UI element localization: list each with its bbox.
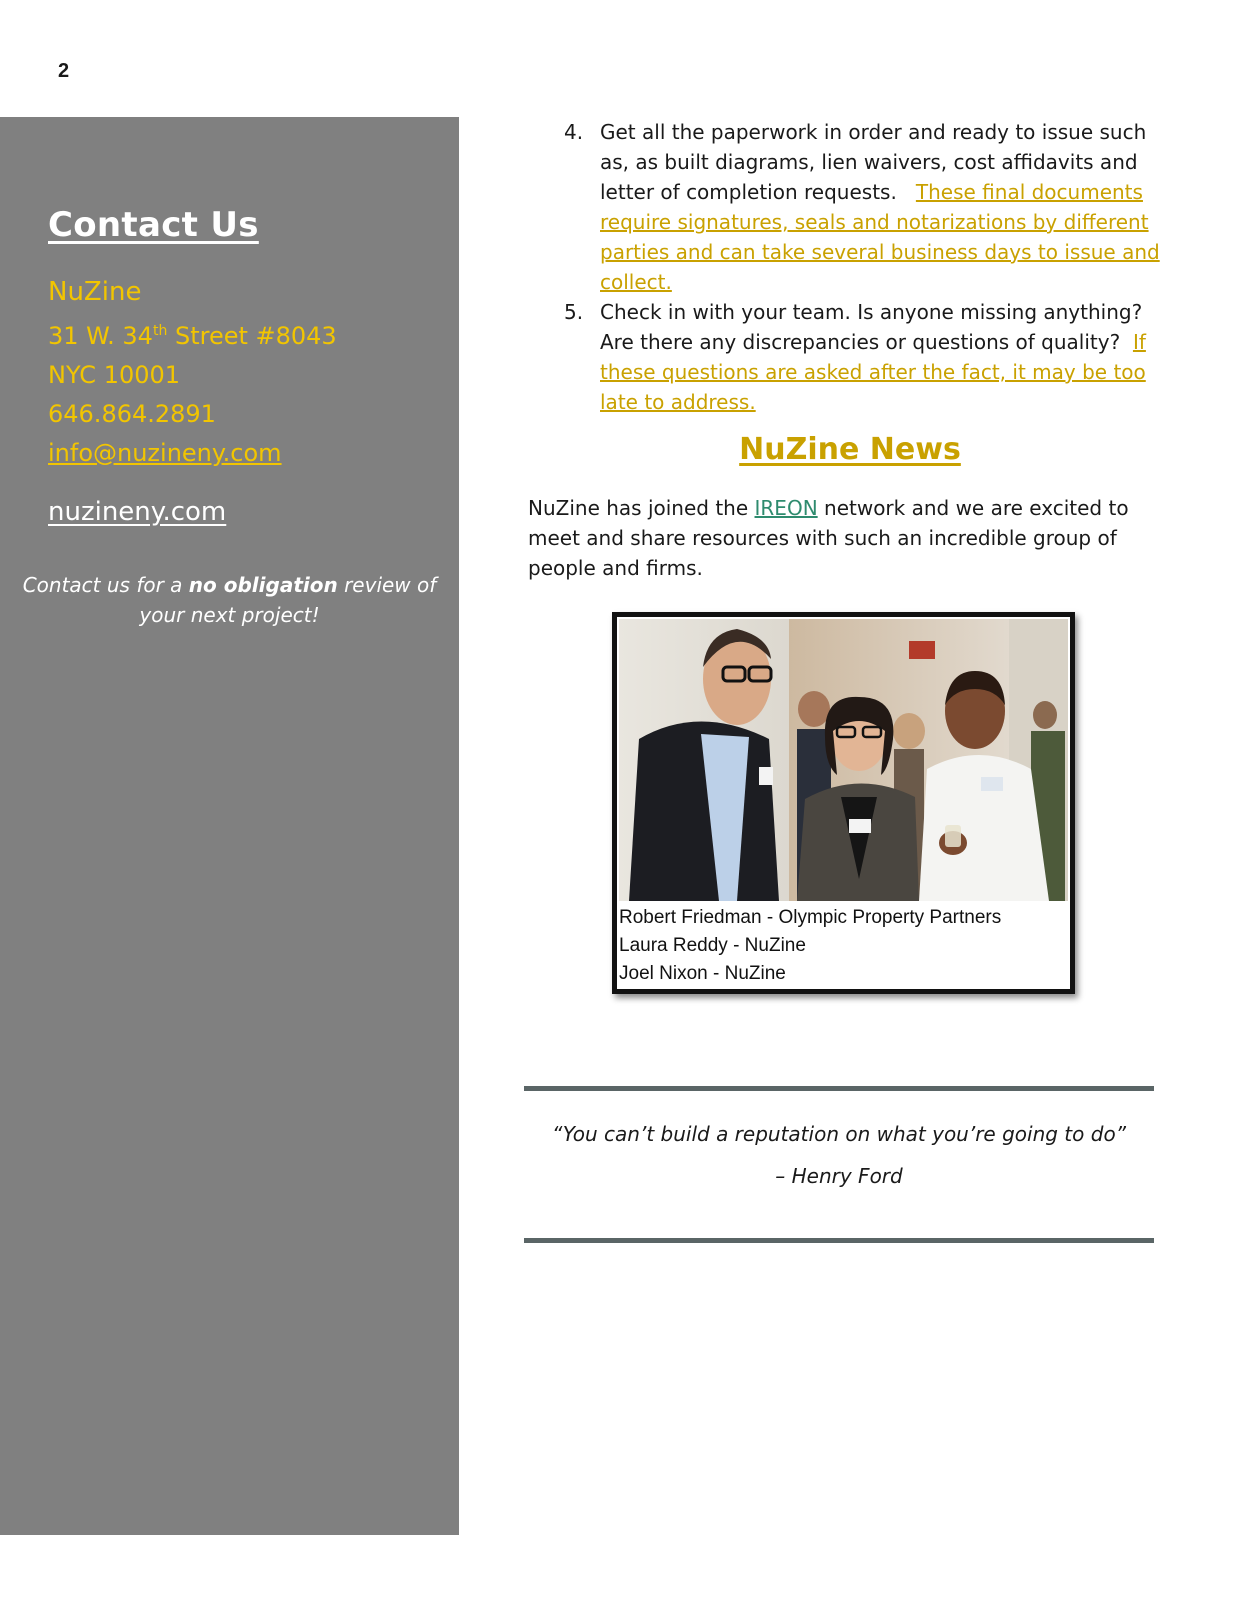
list-item: 4. Get all the paperwork in order and ready to issue such as, as built diagrams, lien waivers, cost affidavits and letter of completion requests. These final documents require signatures, seals and notarizations by different parties and can take several business days to issue and collect. (564, 120, 1160, 294)
quote-author: – Henry Ford (775, 1164, 903, 1188)
company-name: NuZine (48, 277, 142, 307)
city-line: NYC 10001 (48, 361, 181, 389)
checklist (552, 117, 1172, 417)
list-item: 5. Check in with your team. Is anyone missing anything? Are there any discrepancies or questions of quality? If these questions are asked after the fact, it may be too late to address. (564, 300, 1146, 414)
divider-bottom (524, 1238, 1154, 1243)
news-body: NuZine has joined the IREON network and we are excited to meet and share resources with such an incredible group of people and firms. (528, 496, 1129, 580)
divider-top (524, 1086, 1154, 1091)
quote-text: “You can’t build a reputation on what you’re going to do” (551, 1122, 1127, 1146)
phone-number: 646.864.2891 (48, 400, 216, 428)
contact-details (48, 273, 337, 473)
contact-sidebar (0, 117, 459, 1535)
highlight-text[interactable]: These final documents require signatures, seals and notarizations by different parties and can take several business days to issue and collect. (600, 180, 1160, 294)
contact-title: Contact Us (48, 205, 259, 245)
address-line: 31 W. 34th Street #8043 (48, 322, 337, 350)
tagline: Contact us for a no obligation review of your next project! (22, 573, 437, 627)
highlight-text[interactable]: If these questions are asked after the fact, it may be too late to address. (600, 330, 1146, 414)
page-number: 2 (58, 60, 70, 82)
email-link[interactable]: info@nuzineny.com (48, 439, 282, 467)
news-title: NuZine News (739, 432, 961, 467)
website-link[interactable]: nuzineny.com (48, 497, 227, 527)
ireon-link[interactable]: IREON (754, 496, 818, 520)
event-photo (619, 619, 1068, 901)
photo-caption: Robert Friedman - Olympic Property Partners Laura Reddy - NuZine Joel Nixon - NuZine (619, 907, 1002, 984)
event-photo-frame (612, 612, 1075, 994)
